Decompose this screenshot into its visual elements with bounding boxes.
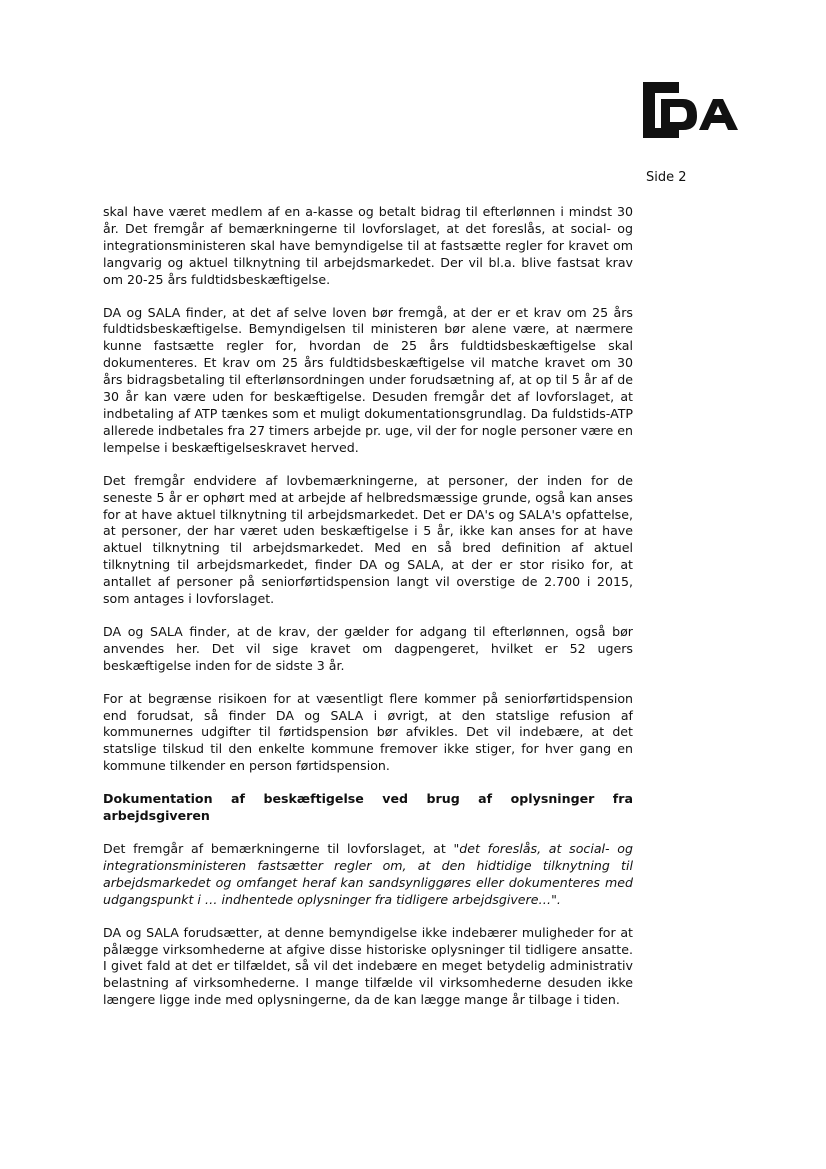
paragraph: skal have været medlem af en a-kasse og betalt bidrag til efterlønnen i mindst 30 år. Det fremgår af bemærkningerne til lovforslaget, at det foreslås, at social- og integrationsministeren skal have bemyndigelse til at fastsætte regler for kravet om langvarig og aktuel tilknytning til arbejdsmarkedet. Der vil bl.a. blive fastsat krav om 20-25 års fuldtidsbeskæftigelse. — [103, 204, 633, 287]
quoted-text: "det foreslås, at social- og integrationsministeren fastsætter regler om, at den hidtidige tilknytning til arbejdsmarkedet og omfanget heraf kan sandsynliggøres eller dokumenteres med udgangspunkt i … indhentede oplysninger fra tidligere arbejdsgivere…". — [103, 841, 633, 907]
paragraph: DA og SALA finder, at det af selve loven bør fremgå, at der er et krav om 25 års fuldtidsbeskæftigelse. Bemyndigelsen til ministeren bør alene være, at nærmere kunne fastsætte regler for, hvordan de 25 års fuldtidsbeskæftigelse skal dokumenteres. Et krav om 25 års fuldtidsbeskæftigelse vil matche kravet om 30 års bidragsbetaling til efterlønsordningen under forudsætning af, at op til 5 år af de 30 år kan være uden for beskæftigelse. Desuden fremgår det af lovforslaget, at indbetaling af ATP tænkes som et muligt dokumentationsgrundlag. Da fuldstids-ATP allerede indbetales fra 27 timers arbejde pr. uge, vil der for nogle personer være en lempelse i beskæftigelseskravet herved. — [103, 304, 633, 455]
da-logo — [641, 80, 751, 140]
section-heading: Dokumentation af beskæftigelse ved brug af oplysninger fra arbejdsgiveren — [103, 791, 633, 824]
paragraph — [103, 841, 633, 909]
paragraph: For at begrænse risikoen for at væsentligt flere kommer på seniorførtidspension end forudsat, så finder DA og SALA i øvrigt, at den statslige refusion af kommunernes udgifter til førtidspension bør afvikles. Det vil indebære, at det statslige tilskud til den enkelte kommune fremover ikke stiger, for hver gang en kommune tilkender en person førtidspension. — [103, 690, 633, 774]
page-number: Side 2 — [646, 170, 687, 185]
paragraph: DA og SALA forudsætter, at denne bemyndigelse ikke indebærer muligheder for at pålægge virksomhederne at afgive disse historiske oplysninger til tidligere ansatte. I givet fald at det er tilfældet, så vil det indebære en meget betydelig administrativ belastning af virksomhederne. I mange tilfælde vil virksomhederne desuden ikke længere ligge inde med oplysningerne, da de kan lægge mange år tilbage i tiden. — [103, 924, 633, 1008]
paragraph: Det fremgår endvidere af lovbemærkningerne, at personer, der inden for de seneste 5 år er ophørt med at arbejde af helbredsmæssige grunde, også kan anses for at have aktuel tilknytning til arbejdsmarkedet. Det er DA's og SALA's opfattelse, at personer, der har været uden beskæftigelse i 5 år, ikke kan anses for at have aktuel tilknytning til arbejdsmarkedet. Med en så bred definition af aktuel tilknytning til arbejdsmarkedet, finder DA og SALA, at der er stor risiko for, at antallet af personer på seniorførtidspension langt vil overstige de 2.700 i 2015, som antages i lovforslaget. — [103, 472, 633, 607]
quote-lead: Det fremgår af bemærkningerne til lovforslaget, at — [103, 841, 454, 856]
paragraph: DA og SALA finder, at de krav, der gælder for adgang til efterlønnen, også bør anvendes her. Det vil sige kravet om dagpengeret, hvilket er 52 ugers beskæftigelse inden for de sidste 3 år. — [103, 623, 633, 673]
document-body — [103, 204, 633, 1025]
